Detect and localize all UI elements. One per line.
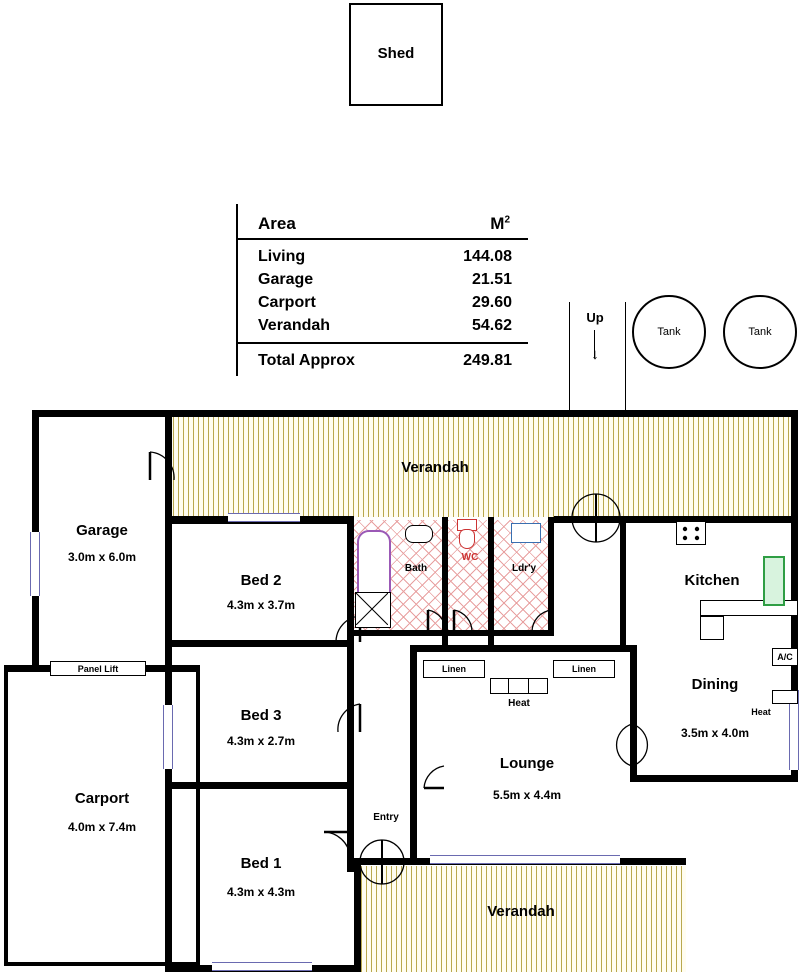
linen-right: Linen: [553, 660, 615, 678]
dining-name: Dining: [691, 676, 739, 693]
bed1-dims: 4.3m x 4.3m: [226, 885, 296, 899]
cooktop-icon: [676, 521, 706, 545]
bed3-dims: 4.3m x 2.7m: [226, 734, 296, 748]
shower-icon: [355, 592, 391, 628]
entry-label: Entry: [373, 812, 399, 823]
area-unit-exponent: 2: [504, 214, 510, 226]
dining-dims: 3.5m x 4.0m: [680, 726, 750, 740]
wall-bed1-right: [354, 865, 361, 972]
tank-2-label: Tank: [748, 326, 772, 338]
bed1-name: Bed 1: [240, 855, 282, 872]
door-hall: [420, 762, 448, 792]
ac-unit: A/C: [772, 648, 798, 666]
lounge-dims: 5.5m x 4.4m: [492, 788, 562, 802]
area-row-carport-value: 29.60: [471, 294, 512, 311]
linen-left: Linen: [423, 660, 485, 678]
door-bed3: [332, 700, 364, 736]
basin-icon: [405, 525, 433, 543]
table-rule-top: [236, 238, 528, 240]
area-row-total-value: 249.81: [463, 352, 512, 369]
area-unit: M: [490, 214, 505, 233]
area-row-garage-value: 21.51: [471, 271, 512, 288]
dining-heat-label: Heat: [751, 707, 771, 717]
window-lounge-bottom: [430, 855, 620, 864]
door-rear-verandah: [578, 492, 614, 544]
window-garage-left: [30, 532, 40, 596]
window-bed3-left: [163, 705, 173, 769]
tank-1-label: Tank: [657, 326, 681, 338]
toilet-icon: [459, 529, 475, 549]
tank-1: [632, 295, 706, 369]
lounge-heater-div-a: [508, 678, 509, 694]
stair-line-right: [625, 302, 626, 412]
area-row-verandah-name: Verandah: [258, 317, 331, 334]
door-lounge-dining: [618, 722, 646, 770]
area-row-total-name: Total Approx: [258, 352, 355, 369]
bed2-dims: 4.3m x 3.7m: [226, 598, 296, 612]
shed-label: Shed: [377, 45, 415, 62]
kitchen-name: Kitchen: [684, 572, 740, 589]
bed2-name: Bed 2: [240, 572, 282, 589]
lounge-heater-div-b: [528, 678, 529, 694]
wall-wc-right: [488, 517, 494, 647]
lounge-heat-label: Heat: [508, 698, 530, 709]
wall-kitchen-left: [620, 517, 626, 645]
door-entry: [364, 838, 400, 886]
wall-lounge-left: [410, 645, 417, 865]
area-table-header-col1: Area: [258, 214, 296, 233]
wall-kitchen-bottom: [626, 645, 637, 651]
area-row-carport-name: Carport: [258, 294, 316, 311]
tank-2: [723, 295, 797, 369]
kitchen-cabinet: [700, 616, 724, 640]
door-wc: [450, 606, 476, 636]
area-table: [236, 204, 528, 376]
laundry-trough-icon: [511, 523, 541, 543]
bed3-name: Bed 3: [240, 707, 282, 724]
wall-house-bottom-right: [630, 775, 798, 782]
garage-name: Garage: [76, 522, 128, 539]
panel-lift-door: Panel Lift: [50, 661, 146, 676]
area-table-header-col2: [490, 214, 510, 234]
lounge-name: Lounge: [499, 755, 555, 772]
wall-kitchen-top: [626, 517, 798, 523]
area-row-garage-name: Garage: [258, 271, 314, 288]
door-laundry: [528, 606, 556, 636]
laundry-name: Ldr'y: [511, 563, 537, 574]
door-garage: [148, 450, 178, 484]
carport-dims: 4.0m x 7.4m: [67, 820, 137, 834]
wall-bed2-bottom: [172, 640, 354, 647]
door-bath: [424, 606, 450, 636]
area-row-verandah-value: 54.62: [471, 317, 512, 334]
bath-name: Bath: [404, 563, 428, 574]
verandah-top-label: Verandah: [401, 459, 469, 476]
stairs-up-label: Up: [586, 310, 604, 325]
table-vertical-rule: [236, 204, 238, 376]
wall-carport-left: [4, 665, 8, 965]
table-rule-bottom: [236, 342, 528, 344]
stairs-arrow-head: ↓: [591, 346, 599, 363]
garage-dims: 3.0m x 6.0m: [67, 550, 137, 564]
wc-name: WC: [461, 552, 479, 563]
lounge-heater-box: [490, 678, 548, 694]
area-row-living-value: 144.08: [463, 248, 512, 265]
area-row-living-name: Living: [258, 248, 306, 265]
wall-bed3-bottom: [172, 782, 354, 789]
verandah-bottom-label: Verandah: [487, 903, 555, 920]
wall-garage-top: [32, 410, 172, 417]
window-bed1-bottom: [212, 962, 312, 971]
window-bed2-top: [228, 513, 300, 522]
carport-name: Carport: [74, 790, 130, 807]
wall-house-top: [165, 410, 798, 417]
